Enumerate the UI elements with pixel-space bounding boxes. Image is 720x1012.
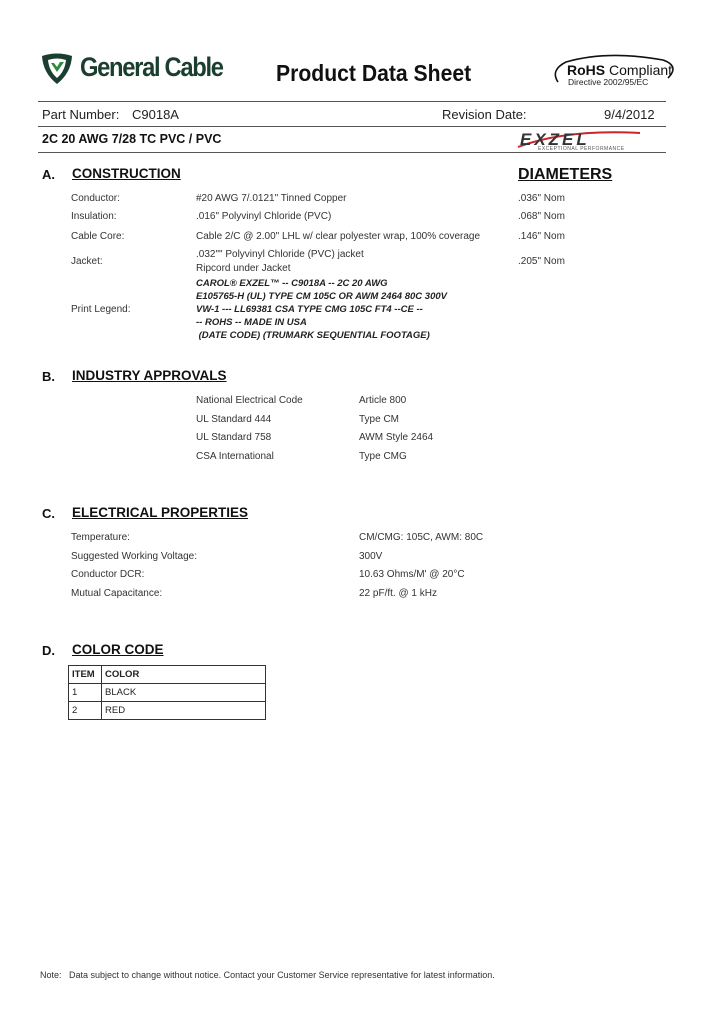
conductor-label: Conductor:	[71, 193, 120, 204]
voltage-label: Suggested Working Voltage:	[71, 551, 198, 562]
rohs-bold: RoHS	[567, 62, 606, 78]
print-legend-line: -- ROHS -- MADE IN USA	[196, 317, 307, 328]
jacket-value-line2: Ripcord under Jacket	[196, 263, 291, 274]
cable-core-value: Cable 2/C @ 2.00" LHL w/ clear polyester wrap, 100% coverage	[196, 231, 481, 242]
print-legend-line: E105765-H (UL) TYPE CM 105C OR AWM 2464 80C 300V	[196, 291, 447, 302]
table-row	[69, 702, 266, 720]
rohs-directive: Directive 2002/95/EC	[568, 77, 649, 87]
section-c-title: ELECTRICAL PROPERTIES	[72, 505, 249, 520]
approval-name: UL Standard 444	[196, 414, 272, 425]
column-header-item: ITEM	[69, 666, 102, 684]
color-cell: RED	[102, 702, 266, 720]
print-legend-line: CAROL® EXZEL™ -- C9018A -- 2C 20 AWG	[196, 278, 388, 289]
approval-value: Type CMG	[359, 451, 407, 462]
company-name: General Cable	[80, 52, 223, 82]
conductor-diameter: .036" Nom	[518, 193, 565, 204]
footer-note: Note: Data subject to change without notice. Contact your Customer Service representative for latest information.	[40, 970, 495, 980]
temperature-value: CM/CMG: 105C, AWM: 80C	[359, 532, 484, 543]
exzel-wordmark: EXZEL	[520, 130, 590, 149]
color-cell: BLACK	[102, 684, 266, 702]
rohs-badge	[548, 54, 678, 90]
exzel-tagline: EXCEPTIONAL PERFORMANCE	[538, 146, 625, 152]
part-number-label: Part Number:	[42, 107, 120, 122]
voltage-value: 300V	[359, 551, 383, 562]
dcr-label: Conductor DCR:	[71, 569, 145, 580]
company-logo	[40, 50, 230, 90]
column-header-color: COLOR	[102, 666, 266, 684]
temperature-label: Temperature:	[71, 532, 130, 543]
color-code-table	[68, 665, 266, 720]
table-header-row	[69, 666, 266, 684]
cable-description: 2C 20 AWG 7/28 TC PVC / PVC	[42, 132, 222, 146]
section-a-letter: A.	[42, 167, 55, 182]
approval-value: Type CM	[359, 414, 400, 425]
rohs-label	[567, 62, 672, 78]
part-number-value: C9018A	[132, 107, 179, 122]
exzel-logo	[516, 127, 642, 153]
section-b-title: INDUSTRY APPROVALS	[72, 368, 227, 383]
jacket-label: Jacket:	[71, 256, 103, 267]
insulation-label: Insulation:	[71, 211, 117, 222]
cable-core-diameter: .146" Nom	[518, 231, 565, 242]
approval-value: Article 800	[359, 395, 407, 406]
header-rule-top	[38, 101, 666, 102]
item-cell: 2	[69, 702, 102, 720]
print-legend-line: (DATE CODE) (TRUMARK SEQUENTIAL FOOTAGE)	[196, 330, 430, 341]
jacket-value-line1: .032"" Polyvinyl Chloride (PVC) jacket	[196, 249, 364, 260]
conductor-value: #20 AWG 7/.0121" Tinned Copper	[196, 193, 347, 204]
approval-name: CSA International	[196, 451, 274, 462]
jacket-diameter: .205" Nom	[518, 256, 565, 267]
section-a-title: CONSTRUCTION	[72, 166, 181, 181]
insulation-diameter: .068" Nom	[518, 211, 565, 222]
section-b-letter: B.	[42, 369, 55, 384]
table-row	[69, 684, 266, 702]
section-d-title: COLOR CODE	[72, 642, 164, 657]
capacitance-value: 22 pF/ft. @ 1 kHz	[359, 588, 437, 599]
general-cable-shield-icon	[40, 51, 74, 85]
page-title: Product Data Sheet	[276, 60, 472, 86]
item-cell: 1	[69, 684, 102, 702]
rohs-rest: Compliant	[605, 62, 673, 78]
print-legend-line: VW-1 --- LL69381 CSA TYPE CMG 105C FT4 --CE --	[196, 304, 423, 315]
capacitance-label: Mutual Capacitance:	[71, 588, 163, 599]
approval-name: National Electrical Code	[196, 395, 303, 406]
dcr-value: 10.63 Ohms/M' @ 20°C	[359, 569, 465, 580]
print-legend-label: Print Legend:	[71, 304, 131, 315]
section-d-letter: D.	[42, 643, 55, 658]
revision-date-value: 9/4/2012	[604, 107, 655, 122]
header-rule-bottom	[38, 152, 666, 153]
insulation-value: .016" Polyvinyl Chloride (PVC)	[196, 211, 332, 222]
section-c-letter: C.	[42, 506, 55, 521]
revision-date-label: Revision Date:	[442, 107, 527, 122]
diameters-title: DIAMETERS	[518, 166, 613, 183]
approval-value: AWM Style 2464	[359, 432, 434, 443]
approval-name: UL Standard 758	[196, 432, 272, 443]
cable-core-label: Cable Core:	[71, 231, 125, 242]
